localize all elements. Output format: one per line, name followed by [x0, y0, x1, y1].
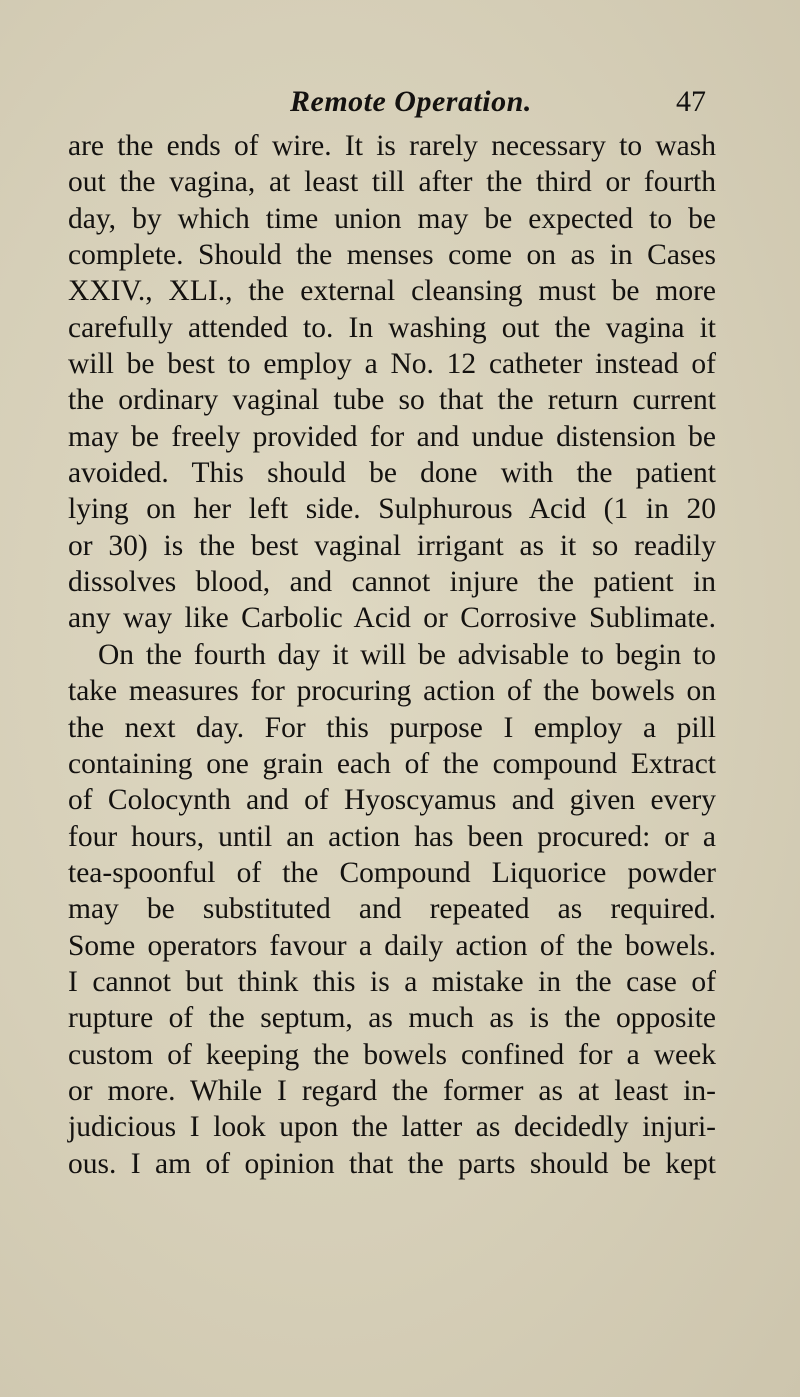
text-line: will be best to employ a No. 12 catheter instead of	[68, 348, 716, 381]
running-head	[0, 82, 800, 122]
text-line: are the ends of wire. It is rarely necessary to wash	[68, 130, 716, 162]
body-text	[68, 128, 716, 1182]
running-head-title: Remote Operation.	[290, 85, 532, 118]
text-line: the next day. For this purpose I employ a pill	[68, 711, 716, 744]
text-line: out the vagina, at least till after the third or fourth	[68, 166, 716, 199]
text-line: or more. While I regard the former as at least in-	[68, 1074, 716, 1107]
text-line: judicious I look upon the latter as decidedly injuri-	[68, 1111, 716, 1144]
text-line: lying on her left side. Sulphurous Acid (1 in 20	[68, 493, 716, 526]
text-line: day, by which time union may be expected to be	[68, 202, 716, 235]
text-line: Some operators favour a daily action of the bowels.	[68, 929, 716, 962]
text-line: of Colocynth and of Hyoscyamus and given every	[68, 784, 716, 817]
text-line: may be freely provided for and undue distension be	[68, 420, 716, 453]
text-line: XXIV., XLI., the external cleansing must be more	[68, 275, 716, 308]
paragraph-first-line: On the fourth day it will be advisable to begin to	[98, 638, 716, 671]
text-line: may be substituted and repeated as required.	[68, 893, 716, 926]
text-line: or 30) is the best vaginal irrigant as it so readily	[68, 529, 716, 562]
text-line: dissolves blood, and cannot injure the patient in	[68, 566, 716, 599]
text-line: custom of keeping the bowels confined for a week	[68, 1038, 716, 1071]
text-line: take measures for procuring action of the bowels on	[68, 675, 716, 708]
text-line: avoided. This should be done with the patient	[68, 457, 716, 490]
text-line: four hours, until an action has been procured: or a	[68, 820, 716, 853]
text-line: the ordinary vaginal tube so that the return current	[68, 384, 716, 417]
text-line: containing one grain each of the compound Extract	[68, 747, 716, 780]
text-line: rupture of the septum, as much as is the opposite	[68, 1002, 716, 1035]
text-line: any way like Carbolic Acid or Corrosive Sublimate.	[68, 602, 716, 635]
text-line: tea-spoonful of the Compound Liquorice powder	[68, 856, 716, 889]
text-line: I cannot but think this is a mistake in the case of	[68, 965, 716, 998]
text-line: ous. I am of opinion that the parts should be kept	[68, 1147, 716, 1180]
page-number: 47	[676, 85, 706, 118]
text-line: carefully attended to. In washing out the vagina it	[68, 311, 716, 344]
text-line: complete. Should the menses come on as in Cases	[68, 239, 716, 272]
